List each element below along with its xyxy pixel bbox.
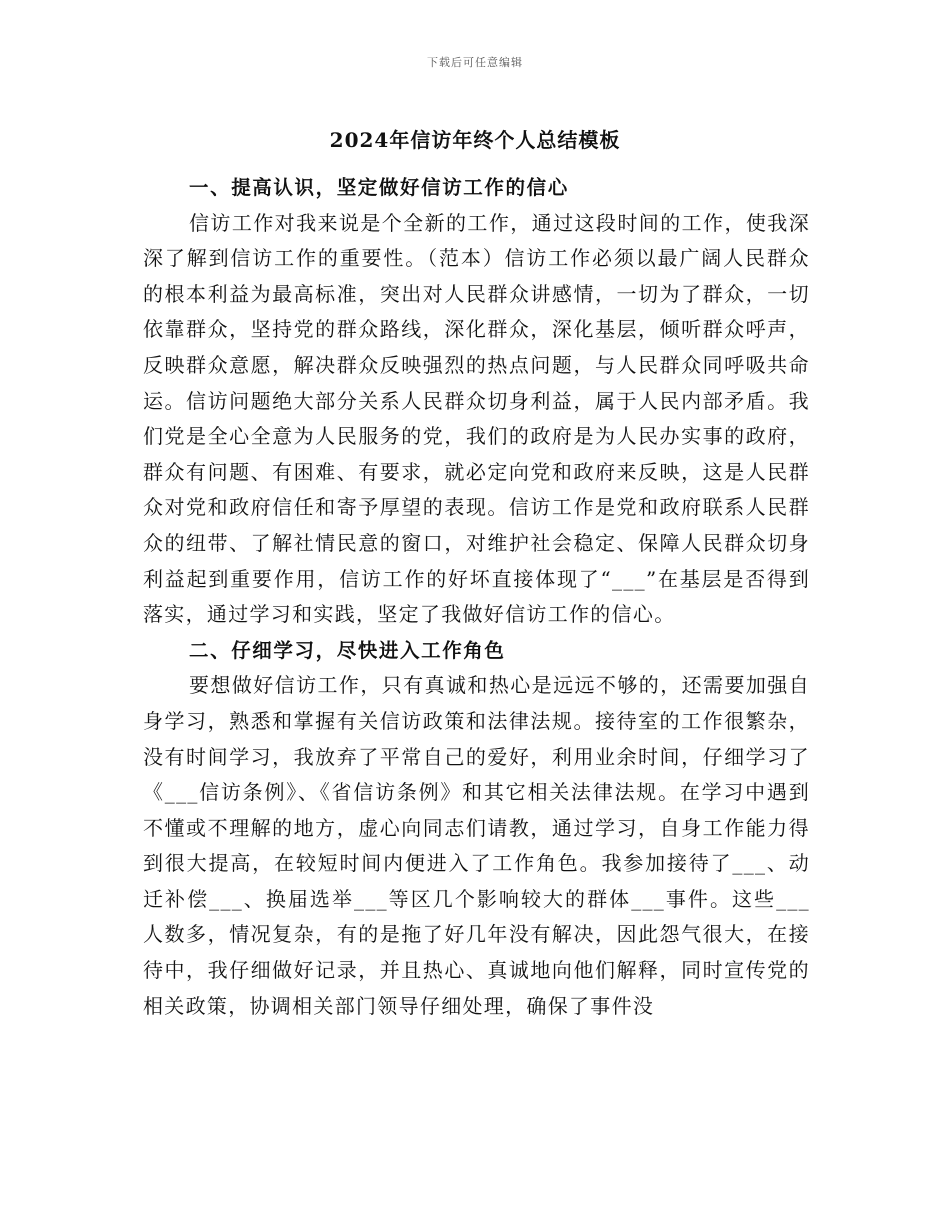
section-heading-2: 二、仔细学习，尽快进入工作角色 (189, 638, 506, 662)
section-paragraph-2: 要想做好信访工作，只有真诚和热心是远远不够的，还需要加强自身学习，熟悉和掌握有关信访政策和法律法规。接待室的工作很繁杂，没有时间学习，我放弃了平常自己的爱好，利用业余时间，仔细学习了《___信访条例》、《省信访条例》和其它相关法律法规。在学习中遇到不懂或不理解的地方，虚心向同志们请教，通过学习，自身工作能力得到很大提高，在较短时间内便进入了工作角色。我参加接待了___、动迁补偿___、换届选举___等区几个影响较大的群体___事件。这些___人数多，情况复杂，有的是拖了好几年没有解决，因此怨气很大，在接待中，我仔细做好记录，并且热心、真诚地向他们解释，同时宣传党的相关政策，协调相关部门领导仔细处理，确保了事件没 (143, 673, 810, 1018)
section-heading-1: 一、提高认识，坚定做好信访工作的信心 (189, 176, 569, 199)
document-body (143, 170, 810, 1024)
section-paragraph-1: 信访工作对我来说是个全新的工作，通过这段时间的工作，使我深深了解到信访工作的重要性。（范本）信访工作必须以最广阔人民群众的根本利益为最高标准，突出对人民群众讲感情，一切为了群众，一切依靠群众，坚持党的群众路线，深化群众，深化基层，倾听群众呼声，反映群众意愿，解决群众反映强烈的热点问题，与人民群众同呼吸共命运。信访问题绝大部分关系人民群众切身利益，属于人民内部矛盾。我们党是全心全意为人民服务的党，我们的政府是为人民办实事的政府，群众有问题、有困难、有要求，就必定向党和政府来反映，这是人民群众对党和政府信任和寄予厚望的表现。信访工作是党和政府联系人民群众的纽带、了解社情民意的窗口，对维护社会稳定、保障人民群众切身利益起到重要作用，信访工作的好坏直接体现了“___”在基层是否得到落实，通过学习和实践，坚定了我做好信访工作的信心。 (143, 210, 810, 627)
header-note: 下载后可任意编辑 (427, 56, 523, 69)
document-title: 2024年信访年终个人总结模板 (329, 128, 621, 152)
